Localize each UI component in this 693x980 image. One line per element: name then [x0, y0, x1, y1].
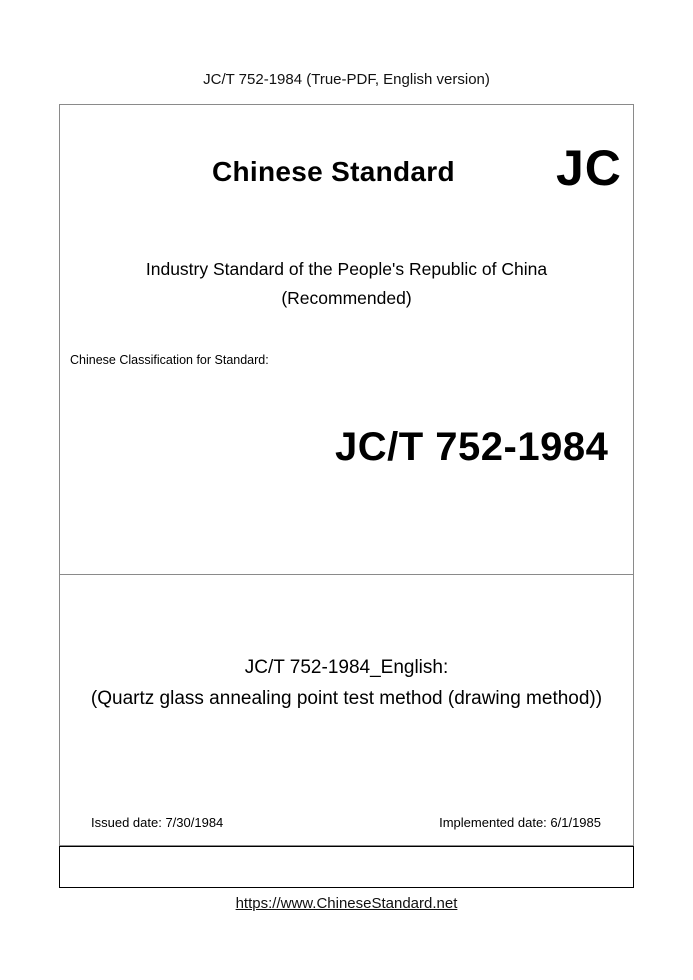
header-title: JC/T 752-1984 (True-PDF, English version) [203, 71, 490, 88]
classification-label: Chinese Classification for Standard: [70, 353, 269, 367]
document-name: JC/T 752-1984_English: [244, 657, 449, 678]
cover-frame-middle [59, 574, 634, 846]
jc-mark: JC [556, 140, 622, 196]
cover-frame-bottom-box [59, 846, 634, 888]
document-subtitle: (Quartz glass annealing point test method (drawing method)) [90, 688, 603, 709]
implemented-date: Implemented date: 6/1/1985 [439, 815, 601, 830]
industry-standard-line: Industry Standard of the People's Republic of China [145, 259, 548, 279]
recommended-label: (Recommended) [281, 288, 412, 308]
footer [0, 895, 693, 912]
standard-type-title: Chinese Standard [212, 156, 455, 187]
issued-date: Issued date: 7/30/1984 [91, 815, 224, 830]
website-link[interactable]: https://www.ChineseStandard.net [235, 895, 458, 912]
standard-number: JC/T 752-1984 [335, 425, 609, 469]
